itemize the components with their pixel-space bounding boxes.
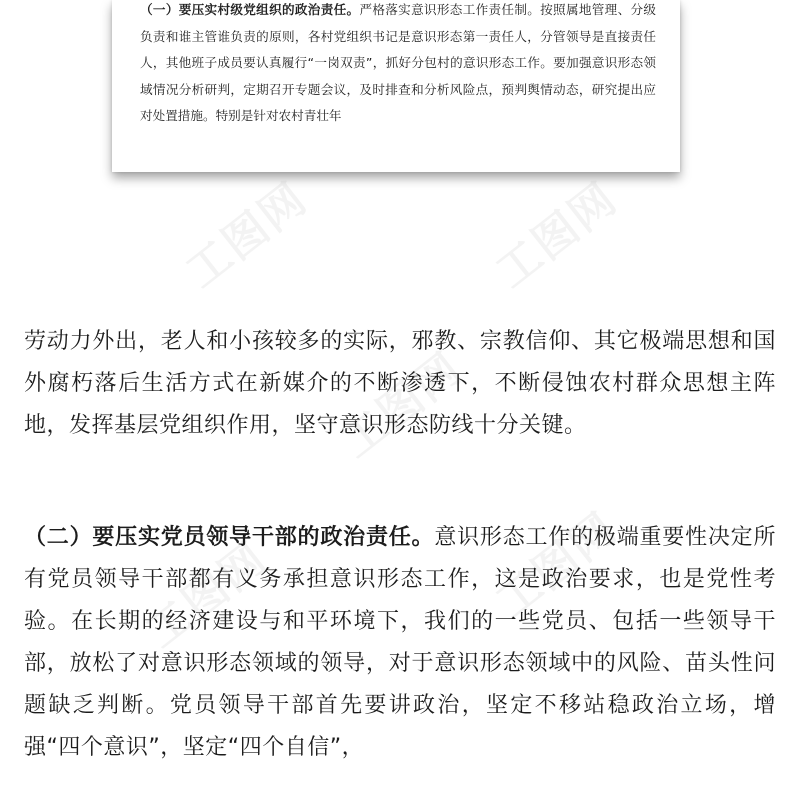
document-preview-card [112,0,680,172]
paragraph2-heading: （二）要压实党员领导干部的政治责任。 [24,525,435,550]
card-heading: （一）要压实村级党组织的政治责任。 [140,2,360,17]
watermark [170,164,318,299]
card-paragraph [140,0,656,130]
watermark [480,164,628,299]
paragraph2-text: 意识形态工作的极端重要性决定所有党员领导干部都有义务承担意识形态工作，这是政治要求，也是党性考验。在长期的经济建设与和平环境下，我们的一些党员、包括一些领导干部，放松了对意识形态领域的领导，对于意识形态领域中的风险、苗头性问题缺乏判断。党员领导干部首先要讲政治，坚定不移站稳政治立场，增强“四个意识”，坚定“四个自信”， [24,525,776,760]
body-paragraph-1 [24,321,776,447]
body-paragraph-2 [24,517,776,769]
paragraph1-text: 劳动力外出，老人和小孩较多的实际，邪教、宗教信仰、其它极端思想和国外腐朽落后生活方式在新媒介的不断渗透下，不断侵蚀农村群众思想主阵地，发挥基层党组织作用，坚守意识形态防线十分关键。 [24,329,776,438]
card-text: 严格落实意识形态工作责任制。按照属地管理、分级负责和谁主管谁负责的原则，各村党组织书记是意识形态第一责任人，分管领导是直接责任人，其他班子成员要认真履行“一岗双责”，抓好分包村的意识形态工作。要加强意识形态领域情况分析研判，定期召开专题会议，及时排查和分析风险点，预判舆情动态，研究提出应对处置措施。特别是针对农村青壮年 [140,2,657,123]
